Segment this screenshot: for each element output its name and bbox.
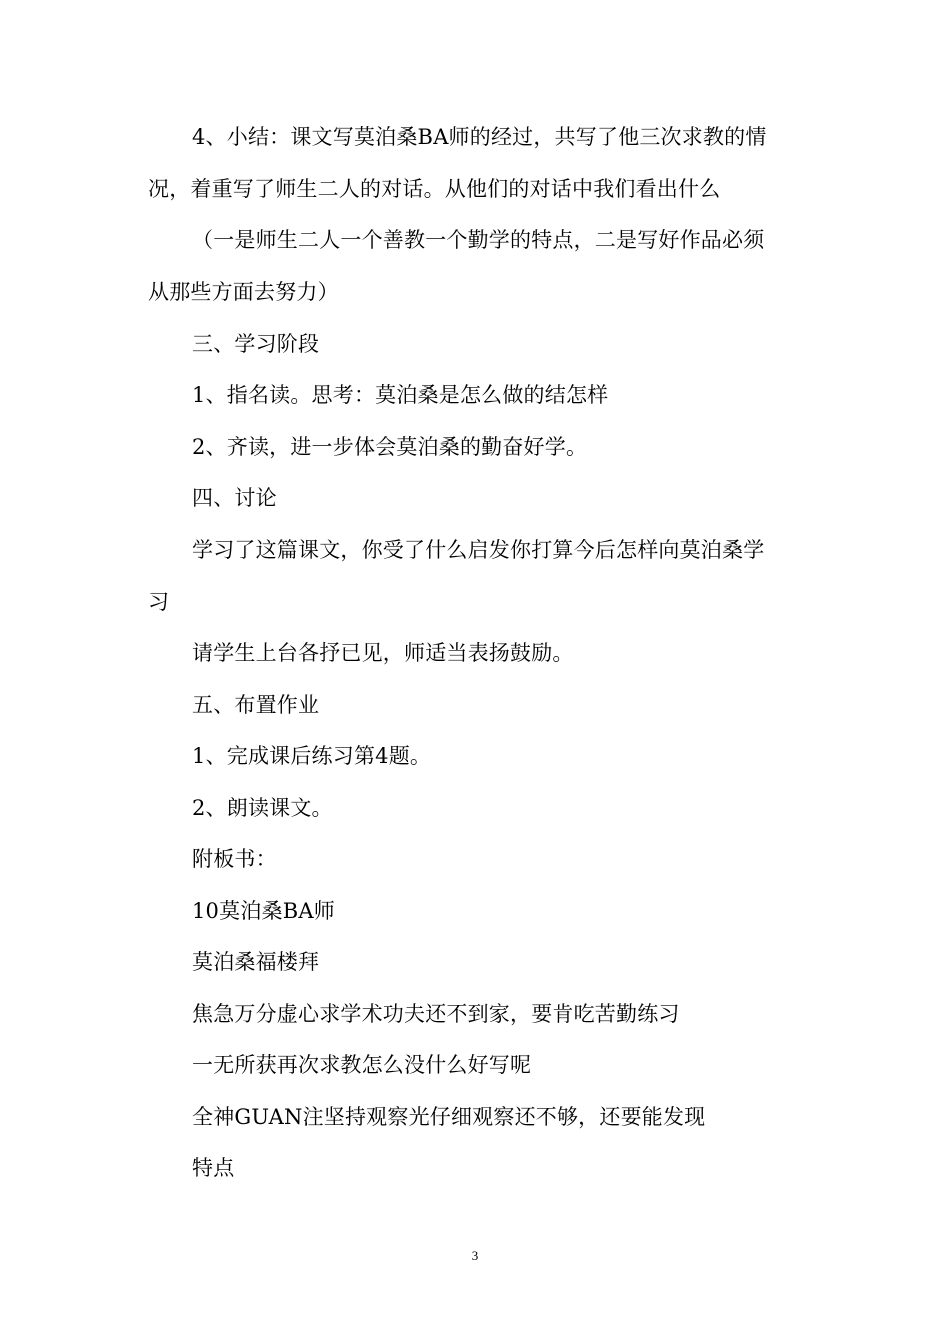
text-line: 特点 [192, 1156, 235, 1180]
section-heading: 四、讨论 [192, 486, 277, 510]
text-line: 4、小结：课文写莫泊桑BA师的经过，共写了他三次求教的情 [192, 125, 767, 149]
text-line: 全神GUAN注坚持观察光仔细观察还不够，还要能发现 [192, 1105, 706, 1129]
text-line: 莫泊桑福楼拜 [192, 950, 320, 974]
text-line: 2、齐读，进一步体会莫泊桑的勤奋好学。 [192, 435, 588, 459]
text-line: 1、完成课后练习第4题。 [192, 744, 432, 768]
section-heading: 三、学习阶段 [192, 332, 320, 356]
text-line: 2、朗读课文。 [192, 796, 333, 820]
text-line: 从那些方面去努力） [148, 280, 339, 304]
page-number: 3 [471, 1248, 479, 1263]
text-line: 附板书： [192, 847, 277, 871]
text-line: 1、指名读。思考：莫泊桑是怎么做的结怎样 [192, 383, 609, 407]
text-line: 学习了这篇课文，你受了什么启发你打算今后怎样向莫泊桑学 [192, 538, 765, 562]
text-line: （一是师生二人一个善教一个勤学的特点，二是写好作品必须 [192, 228, 765, 252]
text-line: 一无所获再次求教怎么没什么好写呢 [192, 1053, 532, 1077]
section-heading: 五、布置作业 [192, 693, 320, 717]
text-line: 习 [148, 590, 170, 614]
text-line: 焦急万分虚心求学术功夫还不到家，要肯吃苦勤练习 [192, 1002, 680, 1026]
text-line: 况，着重写了师生二人的对话。从他们的对话中我们看出什么 [148, 177, 721, 201]
text-line: 请学生上台各抒已见，师适当表扬鼓励。 [192, 641, 574, 665]
text-line: 10莫泊桑BA师 [192, 899, 335, 923]
